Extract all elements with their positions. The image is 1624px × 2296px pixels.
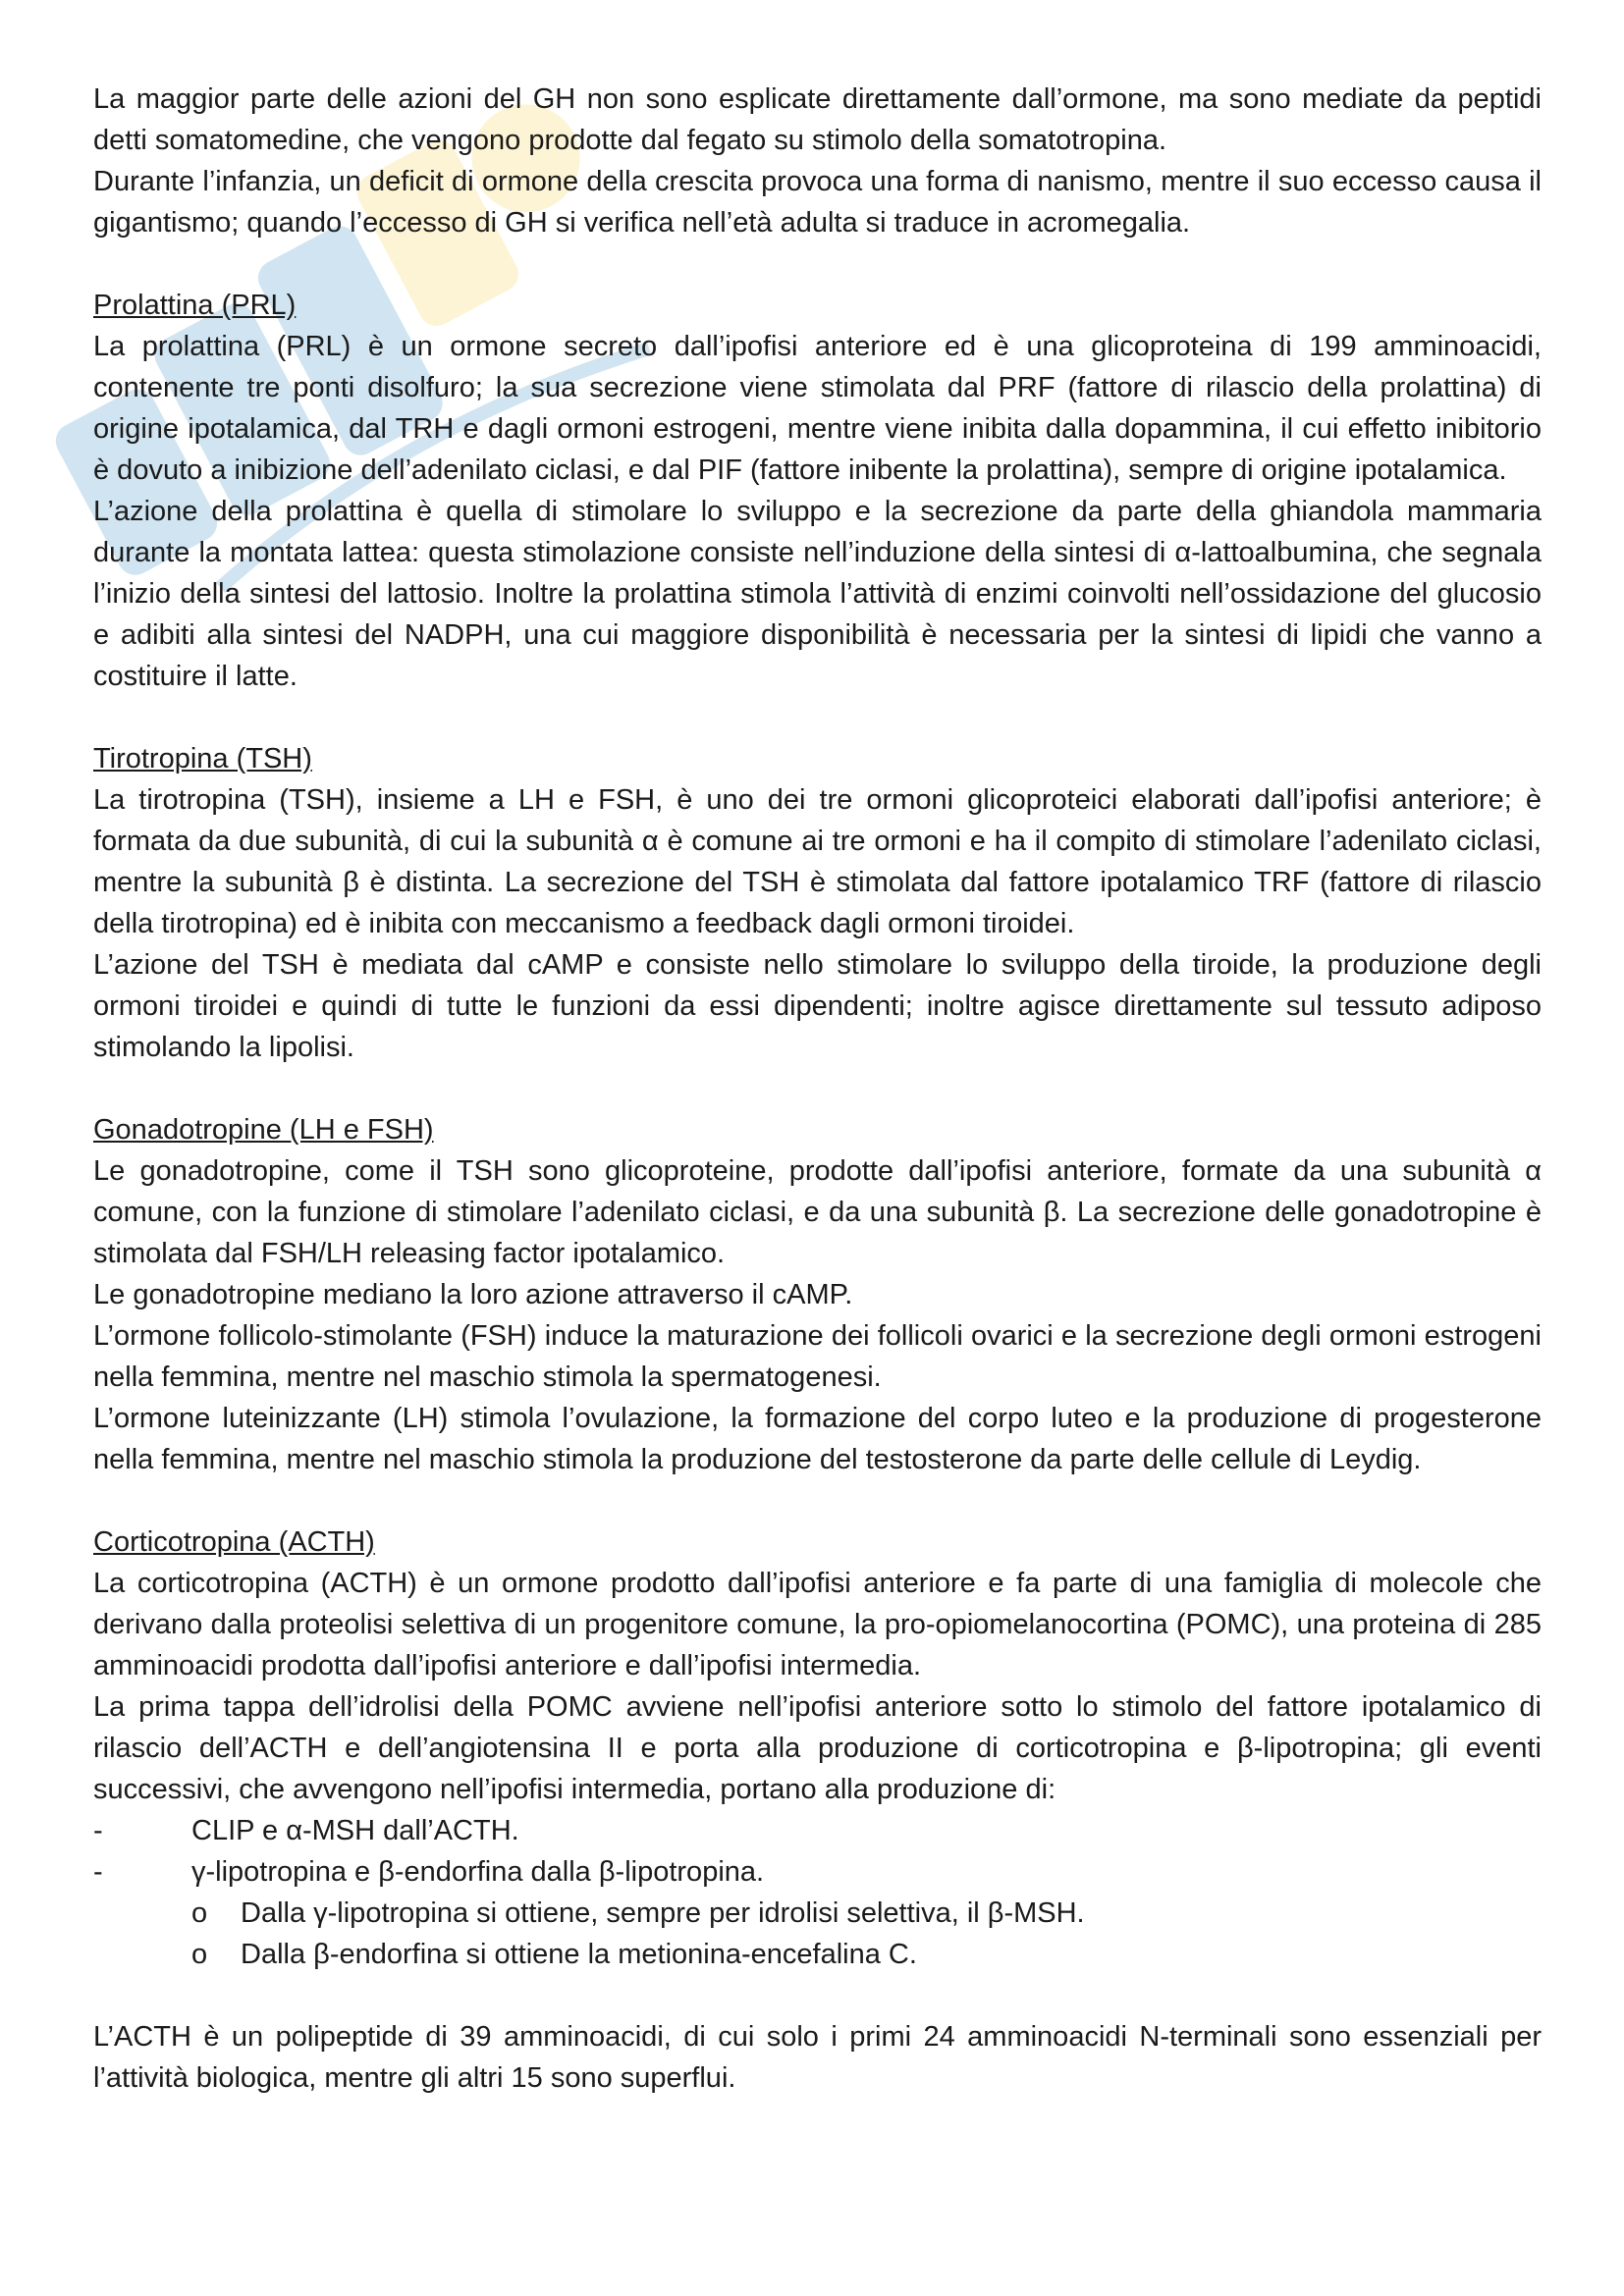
list-item-text: Dalla β-endorfina si ottiene la metionina-encefalina C. (241, 1939, 917, 1970)
section-heading-gonadotropine: Gonadotropine (LH e FSH) (93, 1114, 434, 1146)
dash-bullet: - (93, 1856, 103, 1888)
paragraph: L’ACTH è un polipeptide di 39 amminoacidi, di cui solo i primi 24 amminoacidi N-terminali sono essenziali per l’attività biologica, mentre gli altri 15 sono superflui. (93, 2021, 1542, 2094)
circle-bullet: o (191, 1939, 208, 1970)
paragraph: La tirotropina (TSH), insieme a LH e FSH, è uno dei tre ormoni glicoproteici elaborati dall’ipofisi anteriore; è formata da due subunità, di cui la subunità α è comune ai tre ormoni e ha il compito di stimolare l’adenilato ciclasi, mentre la subunità β è distinta. La secrezione del TSH è stimolata dal fattore ipotalamico TRF (fattore di rilascio della tirotropina) ed è inibita con meccanismo a feedback dagli ormoni tiroidei. (93, 784, 1542, 939)
sub-list-item (93, 1934, 1542, 1975)
section-heading-tirotropina: Tirotropina (TSH) (93, 743, 312, 774)
circle-bullet: o (191, 1897, 208, 1929)
paragraph: Le gonadotropine, come il TSH sono glicoproteine, prodotte dall’ipofisi anteriore, formate da una subunità α comune, con la funzione di stimolare l’adenilato ciclasi, e da una subunità β. La secrezione delle gonadotropine è stimolata dal FSH/LH releasing factor ipotalamico. (93, 1155, 1542, 1269)
paragraph: L’azione della prolattina è quella di stimolare lo sviluppo e la secrezione da parte della ghiandola mammaria durante la montata lattea: questa stimolazione consiste nell’induzione della sintesi di α-lattoalbumina, che segnala l’inizio della sintesi del lattosio. Inoltre la prolattina stimola l’attività di enzimi coinvolti nell’ossidazione del glucosio e adibiti alla sintesi del NADPH, una cui maggiore disponibilità è necessaria per la sintesi di lipidi che vanno a costituire il latte. (93, 496, 1542, 692)
paragraph: La prolattina (PRL) è un ormone secreto dall’ipofisi anteriore ed è una glicoproteina di 199 amminoacidi, contenente tre ponti disolfuro; la sua secrezione viene stimolata dal PRF (fattore di rilascio della prolattina) di origine ipotalamica, dal TRH e dagli ormoni estrogeni, mentre viene inibita dalla dopammina, il cui effetto inibitorio è dovuto a inibizione dell’adenilato ciclasi, e dal PIF (fattore inibente la prolattina), sempre di origine ipotalamica. (93, 331, 1542, 486)
section-heading-corticotropina: Corticotropina (ACTH) (93, 1526, 375, 1558)
paragraph: La maggior parte delle azioni del GH non sono esplicate direttamente dall’ormone, ma sono mediate da peptidi detti somatomedine, che vengono prodotte dal fegato su stimolo della somatotropina. (93, 83, 1542, 156)
dash-bullet: - (93, 1815, 103, 1846)
paragraph: Durante l’infanzia, un deficit di ormone della crescita provoca una forma di nanismo, mentre il suo eccesso causa il gigantismo; quando l’eccesso di GH si verifica nell’età adulta si traduce in acromegalia. (93, 166, 1542, 239)
sub-list-item (93, 1893, 1542, 1934)
section-heading-prolattina: Prolattina (PRL) (93, 290, 297, 321)
paragraph: L’ormone follicolo-stimolante (FSH) induce la maturazione dei follicoli ovarici e la secrezione degli ormoni estrogeni nella femmina, mentre nel maschio stimola la spermatogenesi. (93, 1320, 1542, 1393)
paragraph: L’ormone luteinizzante (LH) stimola l’ovulazione, la formazione del corpo luteo e la produzione di progesterone nella femmina, mentre nel maschio stimola la produzione del testosterone da parte delle cellule di Leydig. (93, 1403, 1542, 1475)
list-item-text: Dalla γ-lipotropina si ottiene, sempre per idrolisi selettiva, il β-MSH. (241, 1897, 1085, 1929)
list-item (93, 1851, 1542, 1893)
paragraph: Le gonadotropine mediano la loro azione attraverso il cAMP. (93, 1279, 853, 1310)
paragraph: La corticotropina (ACTH) è un ormone prodotto dall’ipofisi anteriore e fa parte di una famiglia di molecole che derivano dalla proteolisi selettiva di un progenitore comune, la pro-opiomelanocortina (POMC), una proteina di 285 amminoacidi prodotta dall’ipofisi anteriore e dall’ipofisi intermedia. (93, 1568, 1542, 1682)
list-item-text: γ-lipotropina e β-endorfina dalla β-lipotropina. (191, 1856, 765, 1888)
list-item (93, 1810, 1542, 1851)
paragraph: L’azione del TSH è mediata dal cAMP e consiste nello stimolare lo sviluppo della tiroide, la produzione degli ormoni tiroidei e quindi di tutte le funzioni da essi dipendenti; inoltre agisce direttamente sul tessuto adiposo stimolando la lipolisi. (93, 949, 1542, 1063)
document-page (93, 79, 1542, 2099)
list-item-text: CLIP e α-MSH dall’ACTH. (191, 1815, 519, 1846)
paragraph: La prima tappa dell’idrolisi della POMC avviene nell’ipofisi anteriore sotto lo stimolo del fattore ipotalamico di rilascio dell’ACTH e dell’angiotensina II e porta alla produzione di corticotropina e β-lipotropina; gli eventi successivi, che avvengono nell’ipofisi intermedia, portano alla produzione di: (93, 1691, 1542, 1805)
